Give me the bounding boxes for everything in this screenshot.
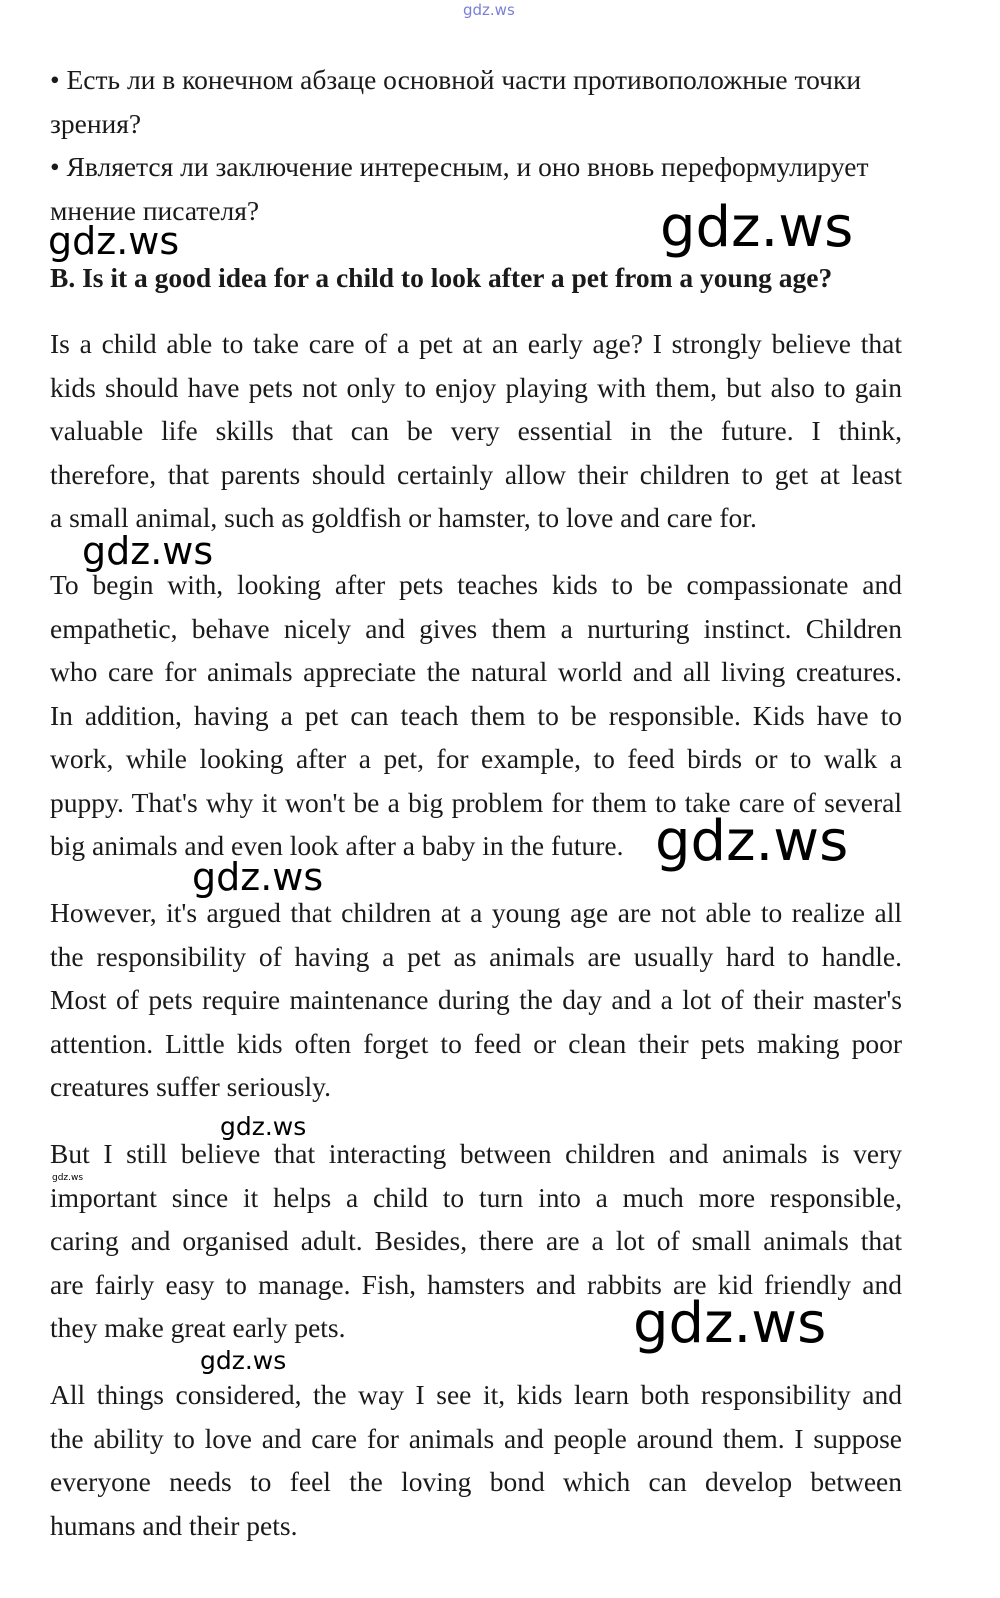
- watermark: gdz.ws: [200, 1346, 287, 1375]
- p2-line: who care for animals appreciate the natural world and all living creatures.: [50, 656, 902, 687]
- p4-line: are fairly easy to manage. Fish, hamsters and rabbits are kid friendly and: [50, 1269, 902, 1300]
- p2-line: big animals and even look after a baby in the future.: [50, 830, 624, 861]
- p2-line: puppy. That's why it won't be a big problem for them to take care of several: [50, 787, 902, 818]
- watermark: gdz.ws: [82, 529, 214, 573]
- p1-line: a small animal, such as goldfish or hamster, to love and care for.: [50, 502, 757, 533]
- watermark: gdz.ws: [48, 219, 180, 263]
- p3-line: creatures suffer seriously.: [50, 1071, 332, 1102]
- p4-line: But I still believe that interacting between children and animals is very: [50, 1138, 902, 1169]
- watermark: gdz.ws: [52, 1173, 84, 1183]
- p5-line: the ability to love and care for animals and people around them. I suppose: [50, 1423, 902, 1454]
- p2-line: work, while looking after a pet, for example, to feed birds or to walk a: [50, 743, 902, 774]
- watermark: gdz.ws: [633, 1291, 827, 1356]
- p2-line: empathetic, behave nicely and gives them a nurturing instinct. Children: [50, 613, 902, 644]
- p3-line: Most of pets require maintenance during the day and a lot of their master's: [50, 984, 902, 1015]
- watermark: gdz.ws: [660, 195, 854, 260]
- p4-line: caring and organised adult. Besides, there are a lot of small animals that: [50, 1225, 902, 1256]
- watermark: gdz.ws: [655, 809, 849, 874]
- checklist-item-2-line-2: мнение писателя?: [50, 195, 260, 226]
- p2-line: In addition, having a pet can teach them to be responsible. Kids have to: [50, 700, 902, 731]
- checklist-item-1-line-2: зрения?: [50, 108, 142, 139]
- p3-line: attention. Little kids often forget to feed or clean their pets making poor: [50, 1028, 902, 1059]
- p5-line: humans and their pets.: [50, 1510, 298, 1541]
- p5-line: All things considered, the way I see it, kids learn both responsibility and: [50, 1379, 902, 1410]
- p4-line: they make great early pets.: [50, 1312, 346, 1343]
- checklist-item-2-line-1: • Является ли заключение интересным, и оно вновь переформулирует: [50, 151, 869, 182]
- watermark-top: gdz.ws: [463, 1, 515, 19]
- checklist-item-1-line-1: • Есть ли в конечном абзаце основной части противоположные точки: [50, 64, 862, 95]
- p1-line: therefore, that parents should certainly allow their children to get at least: [50, 459, 902, 490]
- p5-line: everyone needs to feel the loving bond which can develop between: [50, 1466, 902, 1497]
- p4-line: important since it helps a child to turn into a much more responsible,: [50, 1182, 902, 1213]
- p1-line: valuable life skills that can be very essential in the future. I think,: [50, 415, 902, 446]
- p3-line: the responsibility of having a pet as animals are usually hard to handle.: [50, 941, 902, 972]
- watermark: gdz.ws: [220, 1112, 307, 1141]
- p1-line: Is a child able to take care of a pet at an early age? I strongly believe that: [50, 328, 902, 359]
- p1-line: kids should have pets not only to enjoy playing with them, but also to gain: [50, 372, 902, 403]
- essay-heading: B. Is it a good idea for a child to look after a pet from a young age?: [50, 262, 833, 293]
- watermark: gdz.ws: [192, 855, 324, 899]
- p2-line: To begin with, looking after pets teaches kids to be compassionate and: [50, 569, 902, 600]
- p3-line: However, it's argued that children at a young age are not able to realize all: [50, 897, 902, 928]
